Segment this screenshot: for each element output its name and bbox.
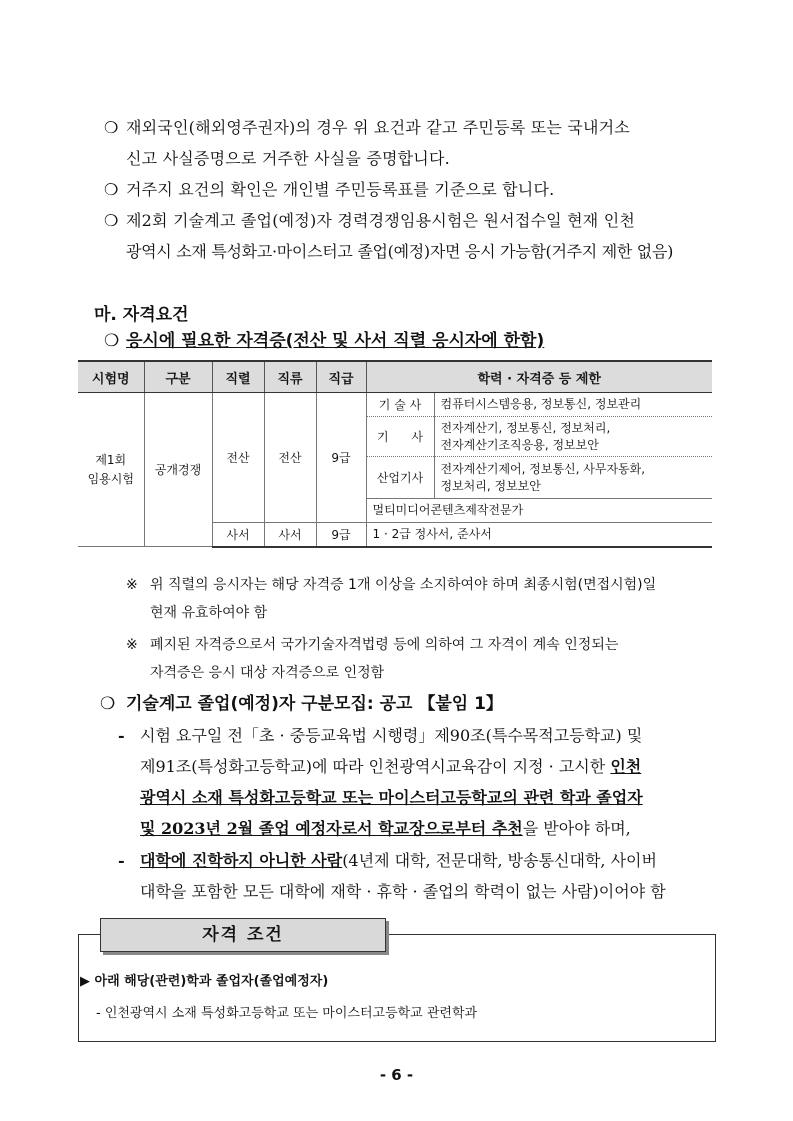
recruit-item-1-line2-bold: 인천 [610, 757, 642, 776]
recruit-item-2-line2: 대학을 포함한 모든 대학에 재학 · 휴학 · 졸업의 학력이 없는 사람)이어야 함 [140, 882, 666, 901]
it-series-cell: 전산 [212, 393, 264, 523]
exam-name-cell [78, 393, 144, 547]
table-row [78, 393, 712, 417]
category-cell: 공개경쟁 [144, 393, 212, 547]
qualification-box-title: 자격 조건 [100, 918, 386, 952]
circle-bullet-icon: ❍ [104, 211, 119, 230]
note-1-line2: 현재 유효하여야 함 [150, 605, 268, 621]
triangle-bullet-icon: ▶ [80, 974, 95, 989]
header-exam: 시험명 [78, 361, 144, 393]
table-header-row [78, 361, 712, 393]
recruit-item-1 [118, 720, 720, 844]
header-category: 구분 [144, 361, 212, 393]
recruit-item-1-line3 [118, 782, 720, 813]
qualification-box-subitem: - 인천광역시 소재 특성화고등학교 또는 마이스터고등학교 관련학과 [96, 1006, 478, 1021]
recruit-heading-text: 기술계고 졸업(예정)자 구분모집: 공고 【붙임 1】 [126, 694, 503, 714]
residence-paragraph-2 [104, 174, 719, 205]
recruit-item-2-line1: (4년제 대학, 전문대학, 방송통신대학, 사이버 [342, 851, 657, 870]
qual-level-cell: 기 술 사 [366, 393, 434, 417]
dash-bullet-icon: - [118, 851, 125, 870]
qual-list-line1: 전자계산기제어, 정보통신, 사무자동화, [440, 461, 646, 476]
recruit-item-1-line4-text: 을 받아야 하며, [522, 819, 631, 838]
dash-bullet-icon: - [118, 726, 125, 745]
exam-name-line2: 임용시험 [87, 471, 134, 486]
note-1-line1: 위 직렬의 응시자는 해당 자격증 1개 이상을 소지하여야 하며 최종시험(면접시험)일 [150, 577, 657, 593]
qual-list-line1: 전자계산기, 정보통신, 정보처리, [440, 420, 611, 435]
qual-level-cell: 기 사 [366, 417, 434, 457]
residence-p3-line2: 광역시 소재 특성화고·마이스터고 졸업(예정)자면 응시 가능함(거주지 제한 없음) [126, 242, 674, 261]
note-2 [126, 631, 726, 687]
header-series: 직렬 [212, 361, 264, 393]
header-grade: 직급 [316, 361, 366, 393]
header-restriction: 학력 · 자격증 등 제한 [366, 361, 712, 393]
recruit-item-1-line1: 시험 요구일 전「초 · 중등교육법 시행령」제90조(특수목적고등학교) 및 [140, 726, 643, 745]
lib-qual-cell: 1 · 2급 정사서, 준사서 [366, 523, 712, 547]
recruit-item-1-line4 [118, 813, 720, 844]
recruit-item-1-line4-bold: 및 2023년 2월 졸업 예정자로서 학교장으로부터 추천 [140, 819, 523, 838]
circle-bullet-icon: ❍ [104, 331, 120, 351]
qual-list-cell [434, 417, 712, 457]
residence-paragraph-3 [104, 205, 719, 267]
section-title: 마. 자격요건 [94, 305, 189, 325]
it-grade-cell: 9급 [316, 393, 366, 523]
page-number: - 6 - [379, 1066, 414, 1084]
qualification-box-item [80, 970, 328, 989]
residence-paragraph-1 [104, 112, 719, 174]
recruit-item-2 [118, 845, 720, 907]
recruit-item-2-bold: 대학에 진학하지 아니한 사람 [140, 851, 343, 870]
qual-list-line2: 전자계산기조직응용, 정보보안 [440, 437, 599, 452]
qualification-subheading-text: 응시에 필요한 자격증(전산 및 사서 직렬 응시자에 한함) [126, 331, 545, 351]
residence-p2-text: 거주지 요건의 확인은 개인별 주민등록표를 기준으로 합니다. [126, 180, 555, 199]
qualification-subheading [104, 326, 544, 351]
recruit-item-1-line3-bold: 광역시 소재 특성화고등학교 또는 마이스터고등학교의 관련 학과 졸업자 [140, 788, 643, 807]
note-2-line2: 자격증은 응시 대상 자격증으로 인정함 [150, 665, 385, 681]
qual-list-line1: 컴퓨터시스템응용, 정보통신, 정보관리 [440, 397, 642, 411]
lib-class-cell: 사서 [264, 523, 316, 547]
circle-bullet-icon: ❍ [100, 694, 116, 714]
qual-extra-cell: 멀티미디어콘텐츠제작전문가 [366, 499, 712, 523]
recruit-heading [100, 689, 720, 720]
exam-name-line1: 제1회 [95, 452, 127, 467]
circle-bullet-icon: ❍ [104, 118, 119, 137]
residence-p1-line2: 신고 사실증명으로 거주한 사실을 증명합니다. [126, 149, 450, 168]
note-1 [126, 571, 726, 627]
residence-p1-line1: 재외국인(해외영주권자)의 경우 위 요건과 같고 주민등록 또는 국내거소 [126, 118, 630, 137]
lib-series-cell: 사서 [212, 523, 264, 547]
qual-list-line2: 정보처리, 정보보안 [440, 478, 541, 493]
it-class-cell: 전산 [264, 393, 316, 523]
header-class: 직류 [264, 361, 316, 393]
qualification-box-item-text: 아래 해당(관련)학과 졸업자(졸업예정자) [94, 974, 329, 989]
recruit-item-1-line2 [118, 751, 720, 782]
recruit-item-1-line2-text: 제91조(특성화고등학교)에 따라 인천광역시교육감이 지정 · 고시한 [140, 757, 611, 776]
qualification-table [78, 360, 712, 548]
qual-list-cell [434, 393, 712, 417]
reference-mark-icon: ※ [126, 637, 138, 653]
residence-p3-line1: 제2회 기술계고 졸업(예정)자 경력경쟁임용시험은 원서접수일 현재 인천 [126, 211, 636, 230]
lib-grade-cell: 9급 [316, 523, 366, 547]
circle-bullet-icon: ❍ [104, 180, 119, 199]
note-2-line1: 폐지된 자격증으로서 국가기술자격법령 등에 의하여 그 자격이 계속 인정되는 [150, 637, 619, 653]
qual-list-cell [434, 457, 712, 499]
reference-mark-icon: ※ [126, 577, 138, 593]
qual-level-cell: 산업기사 [366, 457, 434, 499]
